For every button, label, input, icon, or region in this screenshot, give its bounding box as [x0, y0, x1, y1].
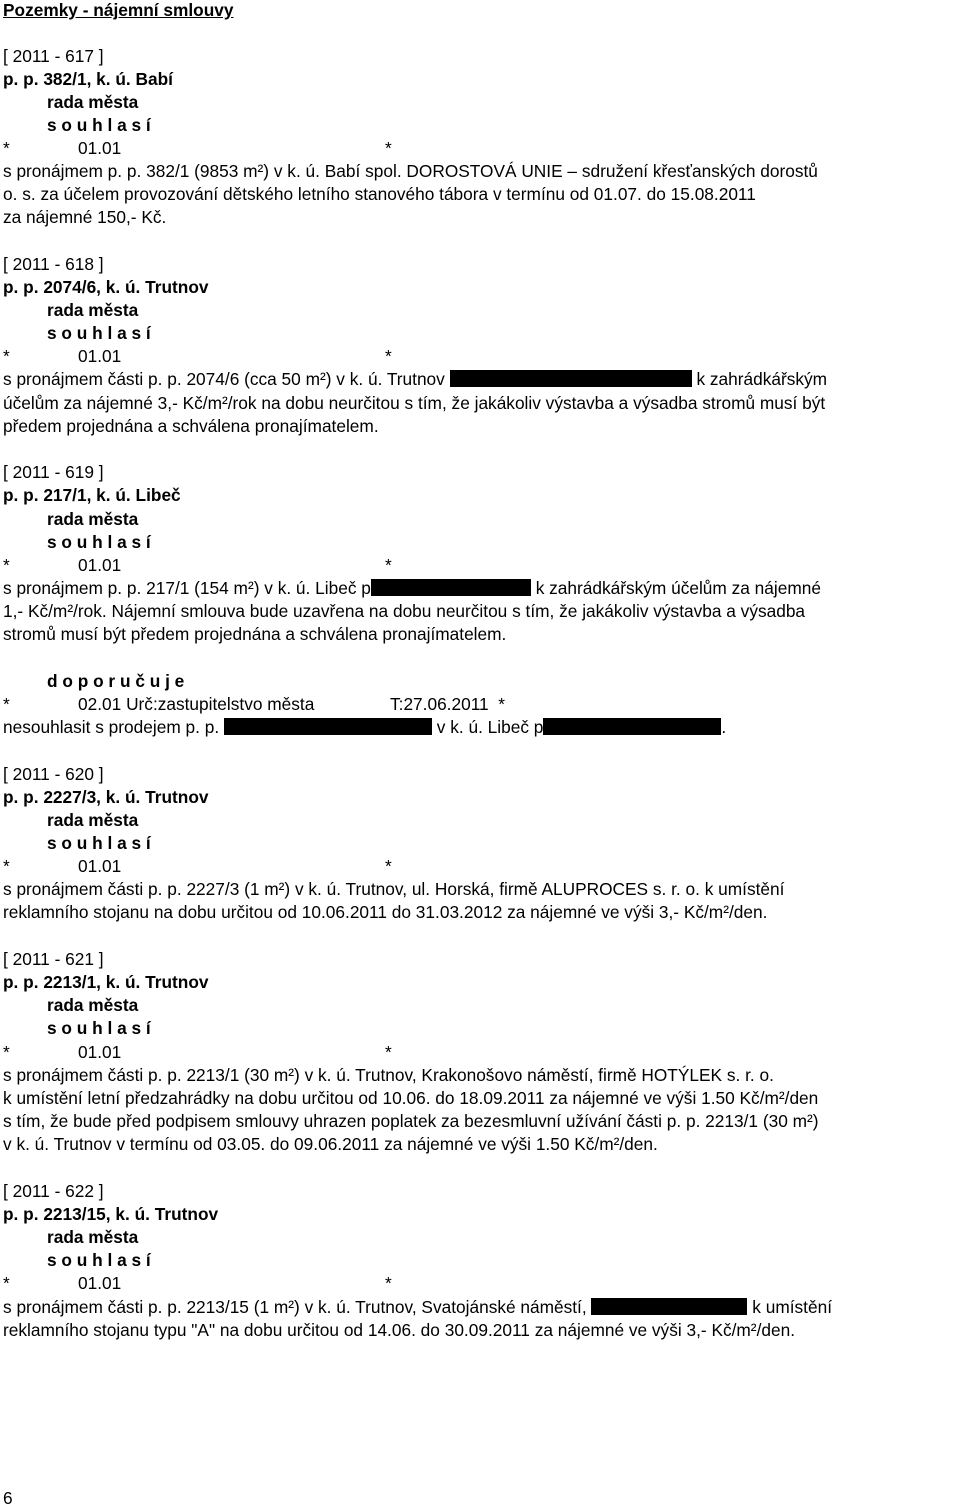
- redaction-block: [591, 1298, 747, 1315]
- page-title: Pozemky - nájemní smlouvy: [3, 0, 234, 20]
- council-label: rada města: [47, 509, 139, 529]
- parcel-heading: p. p. 382/1, k. ú. Babí: [3, 69, 173, 89]
- text-line: stromů musí být předem projednána a schválena pronajímatelem.: [3, 624, 507, 644]
- resolution-marker-end: *: [385, 555, 392, 575]
- text-line: v k. ú. Trutnov v termínu od 03.05. do 09.06.2011 za nájemné ve výši 1.50 Kč/m²/den.: [3, 1134, 658, 1154]
- resolution-marker: *: [3, 346, 10, 366]
- resolution-number: [ 2011 - 620 ]: [3, 764, 104, 784]
- parcel-heading: p. p. 2074/6, k. ú. Trutnov: [3, 277, 209, 297]
- resolution-number: [ 2011 - 622 ]: [3, 1181, 104, 1201]
- redaction-block: [371, 579, 531, 596]
- text-line: s pronájmem části p. p. 2227/3 (1 m²) v k. ú. Trutnov, ul. Horská, firmě ALUPROCES s. r. o. k umístění: [3, 879, 785, 899]
- text-line: o. s. za účelem provozování dětského letního stanového tábora v termínu od 01.07. do 15.08.2011: [3, 184, 756, 204]
- resolution-marker-end: *: [385, 138, 392, 158]
- verb-label: s o u h l a s í: [47, 115, 151, 135]
- resolution-number: [ 2011 - 621 ]: [3, 949, 104, 969]
- resolution-deadline: T:27.06.2011 *: [390, 694, 505, 714]
- resolution-number: [ 2011 - 619 ]: [3, 462, 104, 482]
- parcel-heading: p. p. 2213/1, k. ú. Trutnov: [3, 972, 209, 992]
- resolution-marker: *: [3, 555, 10, 575]
- resolution-code: 01.01: [78, 1273, 122, 1293]
- resolution-marker-end: *: [385, 1273, 392, 1293]
- resolution-number: [ 2011 - 617 ]: [3, 46, 104, 66]
- resolution-code: 01.01: [78, 555, 122, 575]
- redaction-block: [450, 370, 692, 387]
- parcel-heading: p. p. 217/1, k. ú. Libeč: [3, 485, 181, 505]
- resolution-marker: *: [3, 694, 10, 714]
- resolution-code: 01.01: [78, 856, 122, 876]
- resolution-marker-end: *: [385, 1042, 392, 1062]
- redaction-block: [224, 718, 432, 735]
- redaction-block: [543, 718, 721, 735]
- text-line: nesouhlasit s prodejem p. p. v k. ú. Libeč p .: [3, 717, 727, 737]
- text-line: s tím, že bude před podpisem smlouvy uhrazen poplatek za bezesmluvní užívání části p. p. 2213/1 (30 m²): [3, 1111, 819, 1131]
- resolution-number: [ 2011 - 618 ]: [3, 254, 104, 274]
- text-line: s pronájmem části p. p. 2213/1 (30 m²) v k. ú. Trutnov, Krakonošovo náměstí, firmě HOTÝLEK s. r. o.: [3, 1065, 774, 1085]
- resolution-code: 01.01: [78, 138, 122, 158]
- text-line: s pronájmem části p. p. 2074/6 (cca 50 m²) v k. ú. Trutnov k zahrádkářským: [3, 369, 828, 389]
- resolution-marker: *: [3, 856, 10, 876]
- text-line: s pronájmem části p. p. 2213/15 (1 m²) v k. ú. Trutnov, Svatojánské náměstí, k umístění: [3, 1297, 832, 1317]
- text-line: k umístění letní předzahrádky na dobu určitou od 10.06. do 18.09.2011 za nájemné ve výši 1.50 Kč/m²/den: [3, 1088, 819, 1108]
- resolution-marker-end: *: [385, 856, 392, 876]
- council-label: rada města: [47, 810, 139, 830]
- text-line: 1,- Kč/m²/rok. Nájemní smlouva bude uzavřena na dobu neurčitou s tím, že jakákoliv výstavba a výsadba: [3, 601, 806, 621]
- text-line: účelům za nájemné 3,- Kč/m²/rok na dobu neurčitou s tím, že jakákoliv výstavba a výsadba stromů musí být: [3, 393, 826, 413]
- resolution-marker: *: [3, 1042, 10, 1062]
- verb-label: d o p o r u č u j e: [47, 671, 185, 691]
- council-label: rada města: [47, 1227, 139, 1247]
- text-line: reklamního stojanu typu "A" na dobu určitou od 14.06. do 30.09.2011 za nájemné ve výši 3,- Kč/m²/den.: [3, 1320, 796, 1340]
- resolution-marker-end: *: [385, 346, 392, 366]
- verb-label: s o u h l a s í: [47, 1018, 151, 1038]
- text-line: za nájemné 150,- Kč.: [3, 207, 167, 227]
- text-line: s pronájmem p. p. 382/1 (9853 m²) v k. ú. Babí spol. DOROSTOVÁ UNIE – sdružení křesťanských dorostů: [3, 161, 818, 181]
- verb-label: s o u h l a s í: [47, 833, 151, 853]
- parcel-heading: p. p. 2227/3, k. ú. Trutnov: [3, 787, 209, 807]
- verb-label: s o u h l a s í: [47, 323, 151, 343]
- parcel-heading: p. p. 2213/15, k. ú. Trutnov: [3, 1204, 219, 1224]
- page-number: 6: [3, 1488, 13, 1508]
- resolution-code: 01.01: [78, 346, 122, 366]
- resolution-code: 02.01 Urč:zastupitelstvo města: [78, 694, 315, 714]
- resolution-marker: *: [3, 138, 10, 158]
- council-label: rada města: [47, 300, 139, 320]
- verb-label: s o u h l a s í: [47, 532, 151, 552]
- resolution-marker: *: [3, 1273, 10, 1293]
- council-label: rada města: [47, 995, 139, 1015]
- council-label: rada města: [47, 92, 139, 112]
- verb-label: s o u h l a s í: [47, 1250, 151, 1270]
- text-line: předem projednána a schválena pronajímatelem.: [3, 416, 379, 436]
- text-line: reklamního stojanu na dobu určitou od 10.06.2011 do 31.03.2012 za nájemné ve výši 3,- Kč/m²/den.: [3, 902, 768, 922]
- resolution-code: 01.01: [78, 1042, 122, 1062]
- text-line: s pronájmem p. p. 217/1 (154 m²) v k. ú. Libeč p k zahrádkářským účelům za nájemné: [3, 578, 821, 598]
